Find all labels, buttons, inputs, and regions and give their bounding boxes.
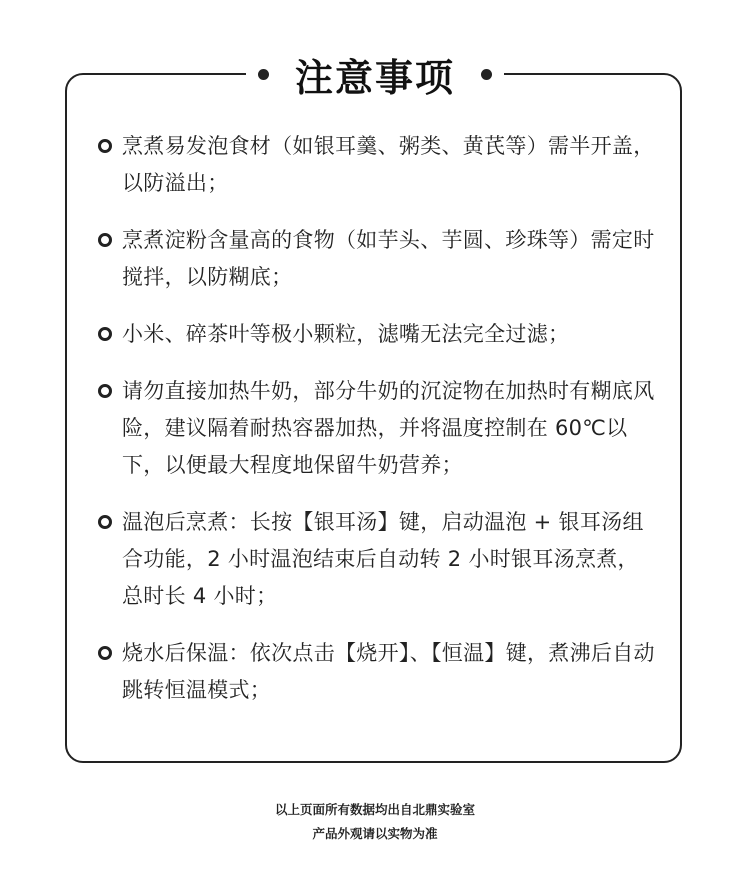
- list-item: [98, 316, 658, 353]
- list-item: [98, 128, 658, 202]
- list-item: [98, 222, 658, 296]
- bullet-circle-icon: [98, 384, 112, 398]
- list-item-text: 烹煮淀粉含量高的食物（如芋头、芋圆、珍珠等）需定时搅拌，以防糊底；: [122, 228, 655, 289]
- list-item: [98, 635, 658, 709]
- notice-title: 注意事项: [294, 55, 455, 100]
- footer-line-appearance: 产品外观请以实物为准: [312, 826, 438, 841]
- notice-header: [0, 44, 750, 104]
- right-dot-icon: [481, 69, 492, 80]
- list-item-text: 烧水后保温：依次点击【烧开】、【恒温】键，煮沸后自动跳转恒温模式；: [122, 641, 655, 702]
- bullet-circle-icon: [98, 139, 112, 153]
- bullet-circle-icon: [98, 646, 112, 660]
- list-item-text: 请勿直接加热牛奶，部分牛奶的沉淀物在加热时有糊底风险，建议隔着耐热容器加热，并将温度控制在 60℃以下，以便最大程度地保留牛奶营养；: [122, 379, 655, 477]
- list-item: [98, 504, 658, 615]
- left-dot-icon: [258, 69, 269, 80]
- bullet-circle-icon: [98, 515, 112, 529]
- notice-list: [98, 128, 658, 729]
- list-item-text: 小米、碎茶叶等极小颗粒，滤嘴无法完全过滤；: [122, 322, 570, 346]
- bullet-circle-icon: [98, 233, 112, 247]
- footer-line-data-source: 以上页面所有数据均出自北鼎实验室: [274, 802, 475, 817]
- notice-title-group: [246, 47, 504, 102]
- list-item-text: 温泡后烹煮：长按【银耳汤】键，启动温泡 + 银耳汤组合功能，2 小时温泡结束后自动转 2 小时银耳汤烹煮，总时长 4 小时；: [122, 510, 644, 608]
- footer-disclaimer: [0, 798, 750, 846]
- list-item: [98, 373, 658, 484]
- list-item-text: 烹煮易发泡食材（如银耳羹、粥类、黄芪等）需半开盖，以防溢出；: [122, 134, 655, 195]
- bullet-circle-icon: [98, 327, 112, 341]
